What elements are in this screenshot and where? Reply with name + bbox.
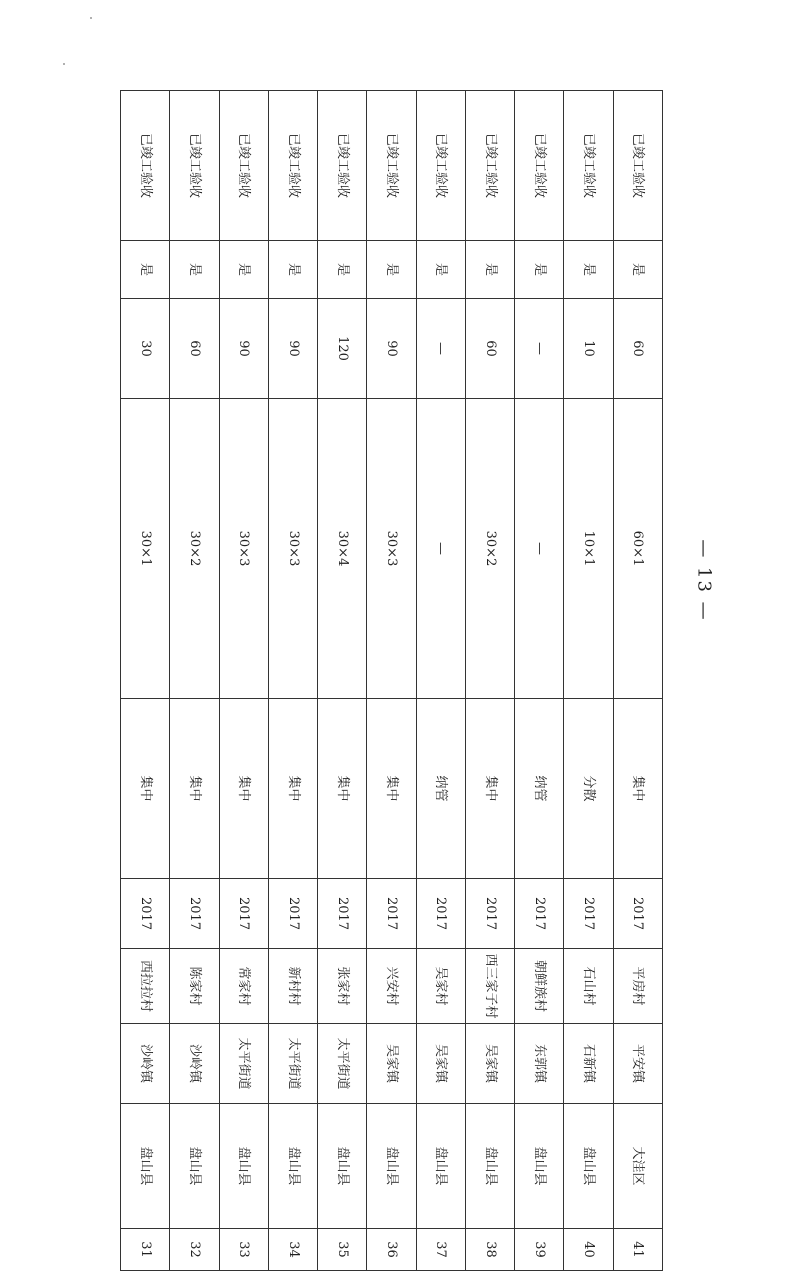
cell-town: 太平街道 [318,1024,367,1104]
cell-spec: 30×2 [170,399,219,699]
cell-town: 吴家镇 [416,1024,465,1104]
page-footer [684,540,724,620]
cell-mode: 集中 [268,699,317,879]
cell-year: 2017 [318,879,367,949]
cell-capacity: 120 [318,299,367,399]
cell-row-number: 33 [219,1229,268,1271]
cell-village: 西三家子村 [465,949,514,1024]
cell-status: 已竣工验收 [416,91,465,241]
cell-status: 已竣工验收 [367,91,416,241]
cell-pass: 是 [416,241,465,299]
cell-row-number: 31 [121,1229,170,1271]
cell-county: 大洼区 [613,1104,662,1229]
cell-village: 西拉拉村 [121,949,170,1024]
cell-town: 东郭镇 [515,1024,564,1104]
cell-village: 吴家村 [416,949,465,1024]
cell-pass: 是 [465,241,514,299]
cell-pass: 是 [268,241,317,299]
cell-year: 2017 [121,879,170,949]
cell-status: 已竣工验收 [465,91,514,241]
cell-status: 已竣工验收 [613,91,662,241]
cell-village: 平房村 [613,949,662,1024]
cell-mode: 纳管 [416,699,465,879]
cell-town: 石新镇 [564,1024,613,1104]
cell-row-number: 40 [564,1229,613,1271]
cell-county: 盘山县 [564,1104,613,1229]
cell-mode: 纳管 [515,699,564,879]
table-row [318,91,367,1271]
cell-spec: 30×3 [367,399,416,699]
cell-status: 已竣工验收 [219,91,268,241]
table-body [121,91,663,1271]
cell-spec: 30×1 [121,399,170,699]
cell-status: 已竣工验收 [318,91,367,241]
cell-village: 兴安村 [367,949,416,1024]
cell-capacity: 90 [219,299,268,399]
cell-year: 2017 [465,879,514,949]
cell-status: 已竣工验收 [515,91,564,241]
cell-spec: 30×2 [465,399,514,699]
cell-status: 已竣工验收 [121,91,170,241]
cell-spec: — [515,399,564,699]
table-row [367,91,416,1271]
table-row [416,91,465,1271]
cell-row-number: 35 [318,1229,367,1271]
cell-county: 盘山县 [170,1104,219,1229]
cell-pass: 是 [170,241,219,299]
cell-pass: 是 [121,241,170,299]
cell-row-number: 34 [268,1229,317,1271]
cell-mode: 分散 [564,699,613,879]
cell-status: 已竣工验收 [268,91,317,241]
cell-row-number: 37 [416,1229,465,1271]
cell-county: 盘山县 [367,1104,416,1229]
table-row [121,91,170,1271]
cell-mode: 集中 [219,699,268,879]
cell-capacity: — [416,299,465,399]
cell-status: 已竣工验收 [564,91,613,241]
cell-year: 2017 [564,879,613,949]
cell-capacity: 60 [465,299,514,399]
cell-county: 盘山县 [465,1104,514,1229]
cell-village: 陈家村 [170,949,219,1024]
cell-row-number: 32 [170,1229,219,1271]
cell-capacity: 60 [613,299,662,399]
cell-spec: 10×1 [564,399,613,699]
cell-year: 2017 [416,879,465,949]
cell-spec: 60×1 [613,399,662,699]
scan-speck [90,17,92,19]
cell-year: 2017 [219,879,268,949]
cell-town: 沙岭镇 [170,1024,219,1104]
cell-row-number: 41 [613,1229,662,1271]
cell-capacity: 30 [121,299,170,399]
cell-year: 2017 [613,879,662,949]
cell-spec: — [416,399,465,699]
cell-year: 2017 [515,879,564,949]
page-number: — 13 — [693,538,715,622]
cell-status: 已竣工验收 [170,91,219,241]
cell-spec: 30×3 [219,399,268,699]
cell-town: 平安镇 [613,1024,662,1104]
cell-capacity: — [515,299,564,399]
scan-speck [63,63,65,65]
cell-year: 2017 [170,879,219,949]
cell-pass: 是 [515,241,564,299]
cell-year: 2017 [367,879,416,949]
cell-pass: 是 [613,241,662,299]
cell-village: 常家村 [219,949,268,1024]
table-row [170,91,219,1271]
cell-village: 石山村 [564,949,613,1024]
table-row [613,91,662,1271]
cell-county: 盘山县 [121,1104,170,1229]
cell-row-number: 38 [465,1229,514,1271]
cell-mode: 集中 [465,699,514,879]
cell-county: 盘山县 [268,1104,317,1229]
cell-mode: 集中 [121,699,170,879]
cell-capacity: 90 [367,299,416,399]
cell-pass: 是 [219,241,268,299]
table-row [564,91,613,1271]
table-row [465,91,514,1271]
cell-pass: 是 [318,241,367,299]
cell-town: 吴家镇 [367,1024,416,1104]
cell-year: 2017 [268,879,317,949]
cell-village: 新村村 [268,949,317,1024]
cell-pass: 是 [367,241,416,299]
cell-capacity: 60 [170,299,219,399]
cell-pass: 是 [564,241,613,299]
cell-town: 太平街道 [268,1024,317,1104]
cell-row-number: 39 [515,1229,564,1271]
cell-town: 吴家镇 [465,1024,514,1104]
cell-mode: 集中 [367,699,416,879]
cell-spec: 30×4 [318,399,367,699]
cell-capacity: 10 [564,299,613,399]
table-row [219,91,268,1271]
cell-county: 盘山县 [515,1104,564,1229]
village-project-table [120,90,663,1271]
table-row [268,91,317,1271]
cell-county: 盘山县 [219,1104,268,1229]
table-row [515,91,564,1271]
cell-county: 盘山县 [318,1104,367,1229]
cell-county: 盘山县 [416,1104,465,1229]
cell-town: 沙岭镇 [121,1024,170,1104]
cell-row-number: 36 [367,1229,416,1271]
cell-mode: 集中 [613,699,662,879]
cell-mode: 集中 [170,699,219,879]
cell-capacity: 90 [268,299,317,399]
cell-village: 张家村 [318,949,367,1024]
cell-spec: 30×3 [268,399,317,699]
cell-mode: 集中 [318,699,367,879]
cell-village: 朝鲜族村 [515,949,564,1024]
cell-town: 太平街道 [219,1024,268,1104]
